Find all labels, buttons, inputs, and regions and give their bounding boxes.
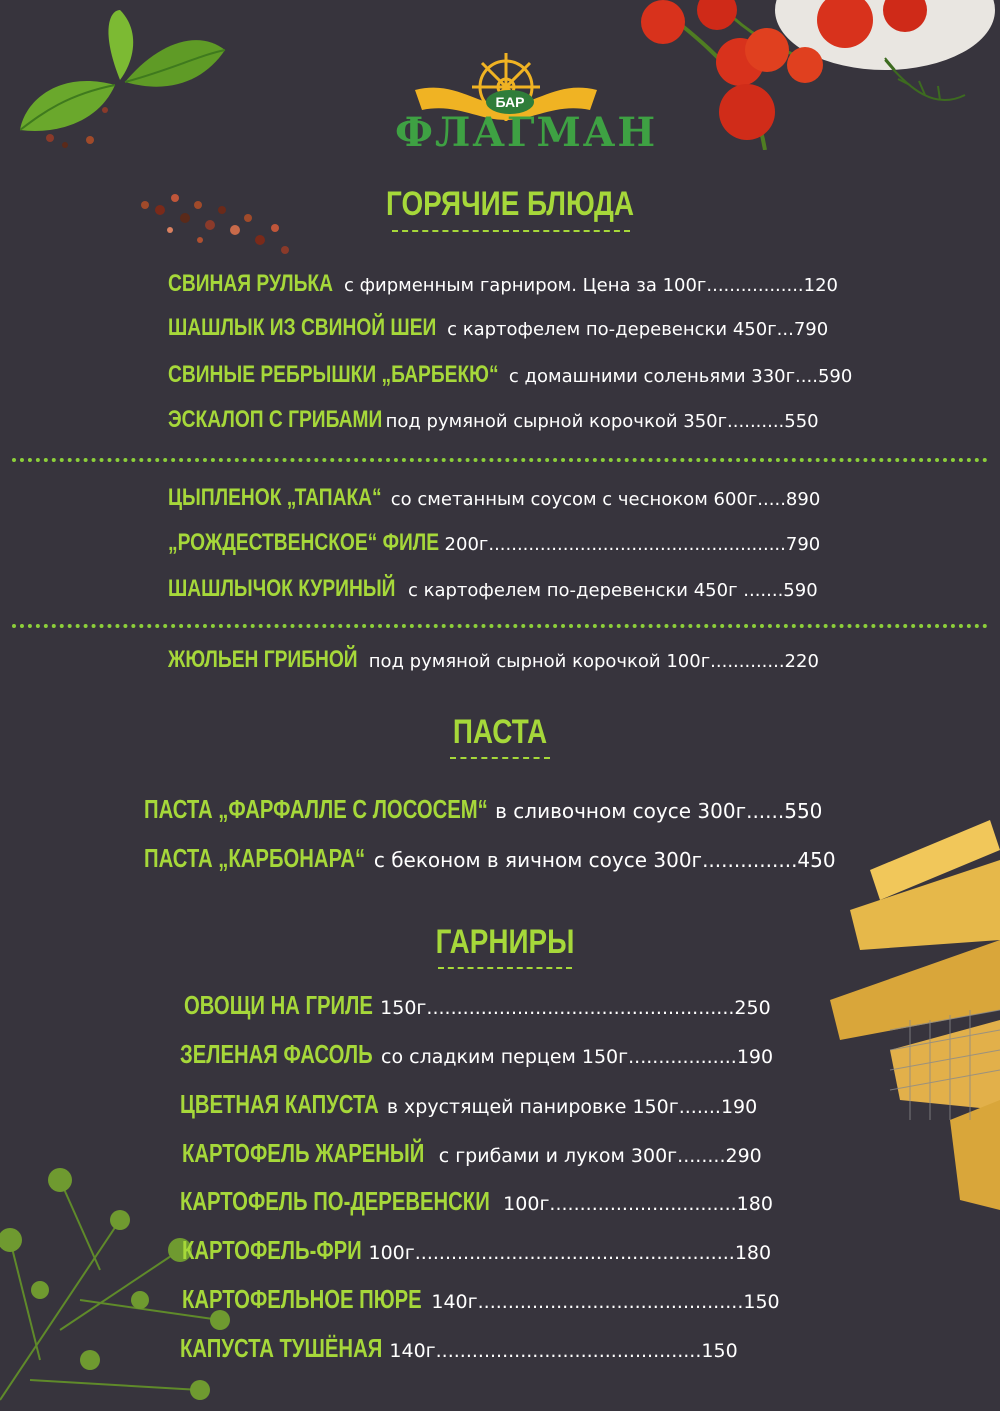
brand-logo (395, 45, 658, 165)
section-divider (12, 624, 988, 628)
item-name: ПАСТА „ФАРФАЛЛЕ С ЛОСОСЕМ“ (144, 794, 488, 824)
item-desc: с картофелем по-деревенски 450г...790 (441, 319, 829, 340)
menu-item (168, 314, 828, 342)
basil-leaves-image (20, 10, 230, 150)
menu-item (182, 1235, 771, 1266)
item-desc: с фирменным гарниром. Цена за 100г.................120 (338, 275, 839, 296)
menu-item (144, 794, 822, 825)
menu-item (182, 1284, 780, 1315)
item-name: ЗЕЛЕНАЯ ФАСОЛЬ (180, 1039, 373, 1069)
item-name: ШАШЛЫК ИЗ СВИНОЙ ШЕИ (168, 314, 437, 341)
menu-item (168, 646, 819, 674)
section-title-pasta: ПАСТА (452, 713, 548, 751)
item-name: КАПУСТА ТУШЁНАЯ (180, 1333, 383, 1363)
menu-item (168, 361, 852, 389)
item-desc: с беконом в яичном соусе 300г...............450 (367, 848, 836, 872)
menu-item (168, 270, 838, 298)
item-desc: в сливочном соусе 300г......550 (488, 799, 823, 823)
item-name: СВИНЫЕ РЕБРЫШКИ „БАРБЕКЮ“ (168, 361, 499, 388)
menu-item (182, 1138, 762, 1169)
peppercorns-image (130, 180, 300, 260)
item-desc: со сметанным соусом с чесноком 600г.....890 (385, 489, 821, 510)
item-desc: под румяной сырной корочкой 350г..........550 (379, 411, 819, 432)
menu-item (180, 1333, 738, 1364)
section-divider (12, 458, 988, 462)
title-underline (450, 757, 550, 759)
menu-item (180, 1089, 757, 1120)
menu-item (168, 406, 819, 434)
item-desc: 100г.....................................................180 (362, 1242, 772, 1264)
item-desc: с картофелем по-деревенски 450г .......590 (402, 580, 818, 601)
section-title-hot-dishes: ГОРЯЧИЕ БЛЮДА (386, 185, 634, 223)
item-desc: с грибами и луком 300г........290 (432, 1145, 762, 1167)
title-underline (438, 967, 572, 969)
item-desc: 150г...................................................250 (374, 997, 771, 1019)
item-desc: с домашними соленьями 330г....590 (503, 366, 853, 387)
cherry-tomatoes-image (635, 0, 1000, 150)
item-name: ЭСКАЛОП С ГРИБАМИ (168, 406, 383, 433)
menu-item (180, 1039, 773, 1070)
item-name: „РОЖДЕСТВЕНСКОЕ“ ФИЛЕ (168, 529, 440, 556)
logo-bar-label: БАР (495, 94, 525, 110)
item-name: ОВОЩИ НА ГРИЛЕ (184, 990, 373, 1020)
item-name: КАРТОФЕЛЬ ПО-ДЕРЕВЕНСКИ (180, 1186, 490, 1216)
logo-name: ФЛАГМАН (395, 109, 658, 156)
title-underline (392, 230, 630, 232)
menu-item (168, 529, 820, 557)
item-name: ШАШЛЫЧОК КУРИНЫЙ (168, 575, 396, 602)
item-name: КАРТОФЕЛЬНОЕ ПЮРЕ (182, 1284, 422, 1314)
item-desc: 100г...............................180 (497, 1193, 773, 1215)
item-name: КАРТОФЕЛЬ ЖАРЕНЫЙ (182, 1138, 425, 1168)
item-name: ЖЮЛЬЕН ГРИБНОЙ (168, 646, 358, 673)
item-desc: со сладким перцем 150г..................190 (375, 1046, 774, 1068)
item-desc: 140г............................................150 (425, 1291, 780, 1313)
fries-basket-image (830, 820, 1000, 1220)
menu-item (168, 484, 820, 512)
item-name: ЦВЕТНАЯ КАПУСТА (180, 1089, 379, 1119)
menu-item (144, 843, 836, 874)
menu-item (180, 1186, 773, 1217)
item-desc: 140г............................................150 (383, 1340, 738, 1362)
menu-item (168, 575, 818, 603)
item-desc: 200г....................................................790 (438, 534, 821, 555)
item-name: ПАСТА „КАРБОНАРА“ (144, 843, 366, 873)
section-title-sides: ГАРНИРЫ (435, 923, 575, 961)
item-name: ЦЫПЛЕНОК „ТАПАКА“ (168, 484, 382, 511)
item-name: КАРТОФЕЛЬ-ФРИ (182, 1235, 362, 1265)
item-desc: в хрустящей панировке 150г.......190 (380, 1096, 758, 1118)
item-desc: под румяной сырной корочкой 100г.............220 (363, 651, 819, 672)
menu-item (184, 990, 771, 1021)
item-name: СВИНАЯ РУЛЬКА (168, 270, 334, 297)
